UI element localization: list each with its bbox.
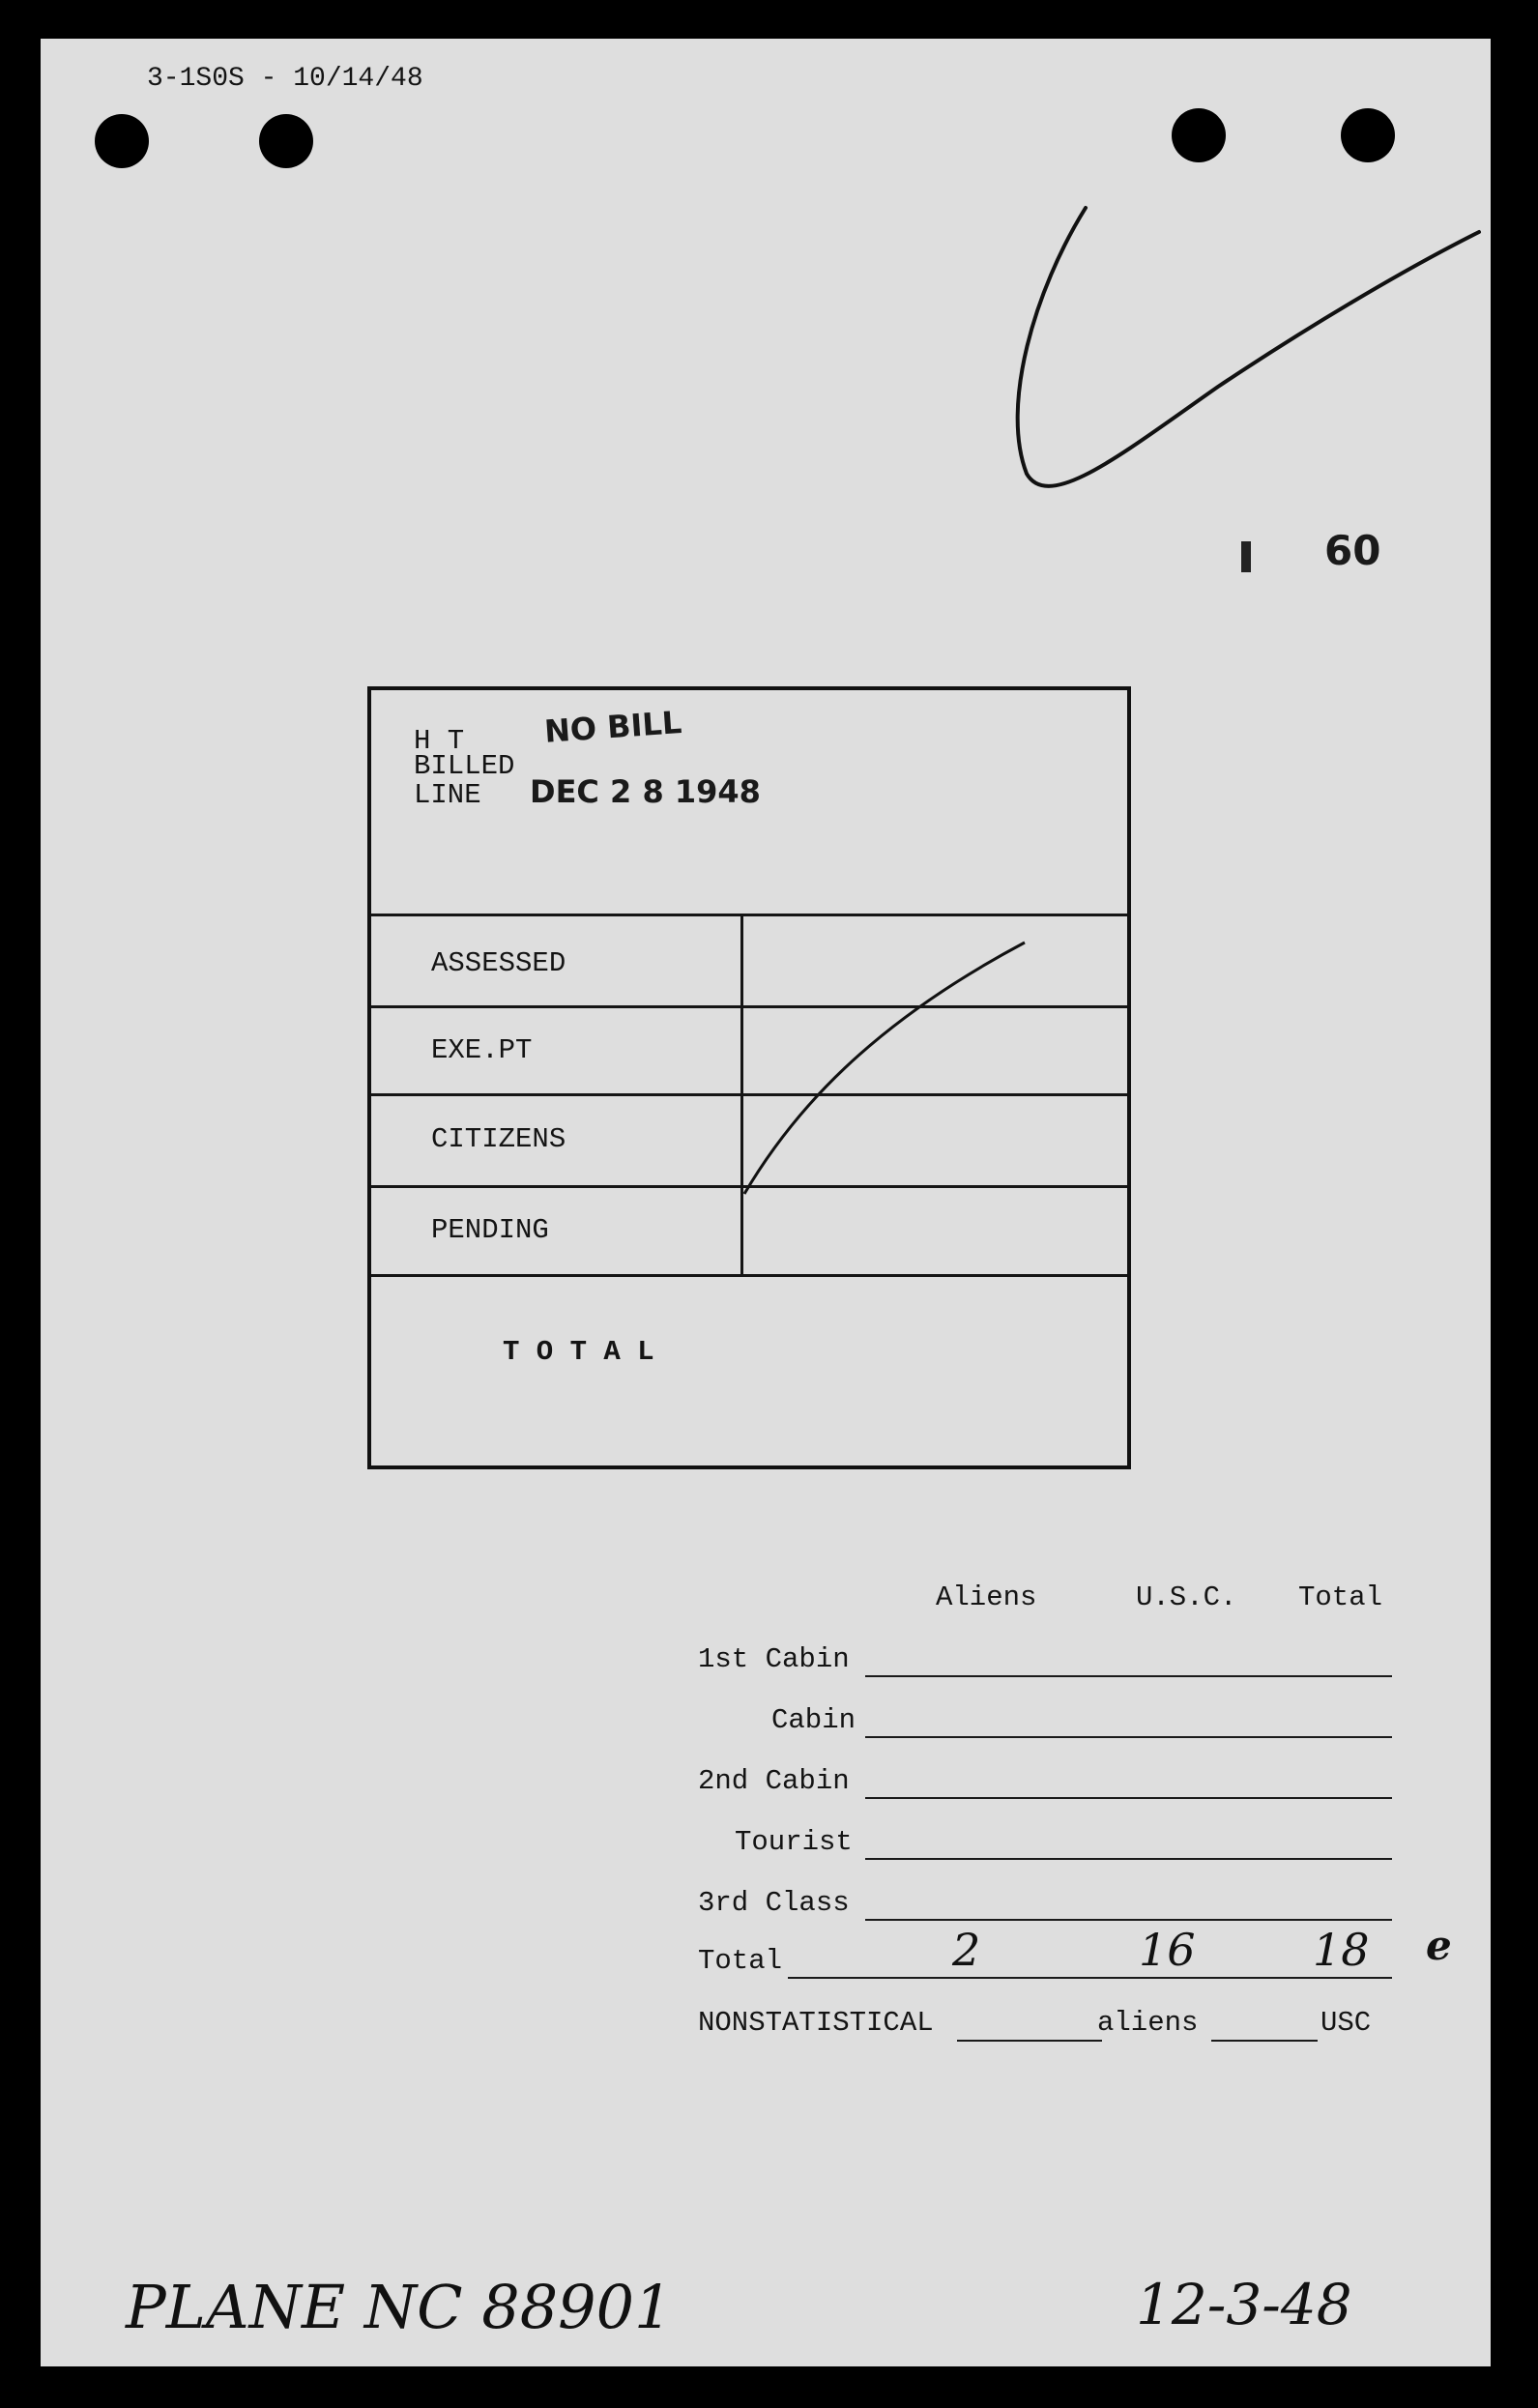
col-header-aliens: Aliens: [936, 1581, 1037, 1613]
row-label-2nd-cabin: 2nd Cabin: [698, 1765, 850, 1797]
stamp-total-label: T O T A L: [503, 1336, 654, 1368]
stamp-divider: [371, 1005, 1127, 1008]
total-usc-value: 16: [1139, 1924, 1196, 1976]
stamp-ht: H T: [414, 725, 465, 757]
punch-hole-4: [1341, 108, 1395, 162]
nonstat-aliens-label: aliens: [1097, 2007, 1199, 2039]
row-line: [865, 1919, 1392, 1921]
row-label-3rd-class: 3rd Class: [698, 1887, 850, 1919]
row-line: [865, 1858, 1392, 1860]
row-label-total: Total: [698, 1945, 783, 1977]
handwritten-plane-number: PLANE NC 88901: [126, 2272, 673, 2342]
nonstat-usc-label: USC: [1320, 2007, 1372, 2039]
nonstat-label: NONSTATISTICAL: [698, 2007, 934, 2039]
stamp-divider: [371, 1093, 1127, 1096]
row-line: [865, 1675, 1392, 1677]
col-header-usc: U.S.C.: [1136, 1581, 1237, 1613]
punch-hole-2: [259, 114, 313, 168]
stamp-divider: [371, 1185, 1127, 1188]
file-reference: 3-1S0S - 10/14/48: [147, 64, 423, 94]
row-line: [865, 1797, 1392, 1799]
stamp-row-assessed: ASSESSED: [431, 947, 566, 979]
total-total-value: 18: [1313, 1924, 1370, 1976]
total-aliens-value: 2: [952, 1924, 981, 1976]
stamp-divider: [371, 1274, 1127, 1277]
punch-hole-1: [95, 114, 149, 168]
stamp-billed: BILLED: [414, 750, 515, 782]
col-header-total: Total: [1298, 1581, 1383, 1613]
page-number: 60: [1324, 527, 1381, 574]
no-bill-stamp: NO BILL: [542, 704, 683, 750]
nonstat-usc-line: [1211, 2040, 1318, 2042]
stamp-row-exempt: EXE.PT: [431, 1034, 533, 1066]
stamp-column-divider: [740, 914, 743, 1274]
stamp-line: LINE: [414, 779, 481, 811]
date-stamp: DEC 2 8 1948: [530, 773, 761, 810]
stamp-row-pending: PENDING: [431, 1214, 549, 1246]
stamp-divider: [371, 914, 1127, 916]
row-label-cabin: Cabin: [771, 1704, 856, 1736]
row-label-1st-cabin: 1st Cabin: [698, 1643, 850, 1675]
row-line: [788, 1977, 1392, 1979]
punch-hole-3: [1172, 108, 1226, 162]
handwritten-date: 12-3-48: [1136, 2272, 1352, 2337]
total-check-mark: e: [1426, 1922, 1452, 1969]
row-label-tourist: Tourist: [735, 1826, 853, 1858]
nonstat-aliens-line: [957, 2040, 1102, 2042]
stamp-row-citizens: CITIZENS: [431, 1123, 566, 1155]
page-number-mark: [1241, 541, 1251, 572]
row-line: [865, 1736, 1392, 1738]
